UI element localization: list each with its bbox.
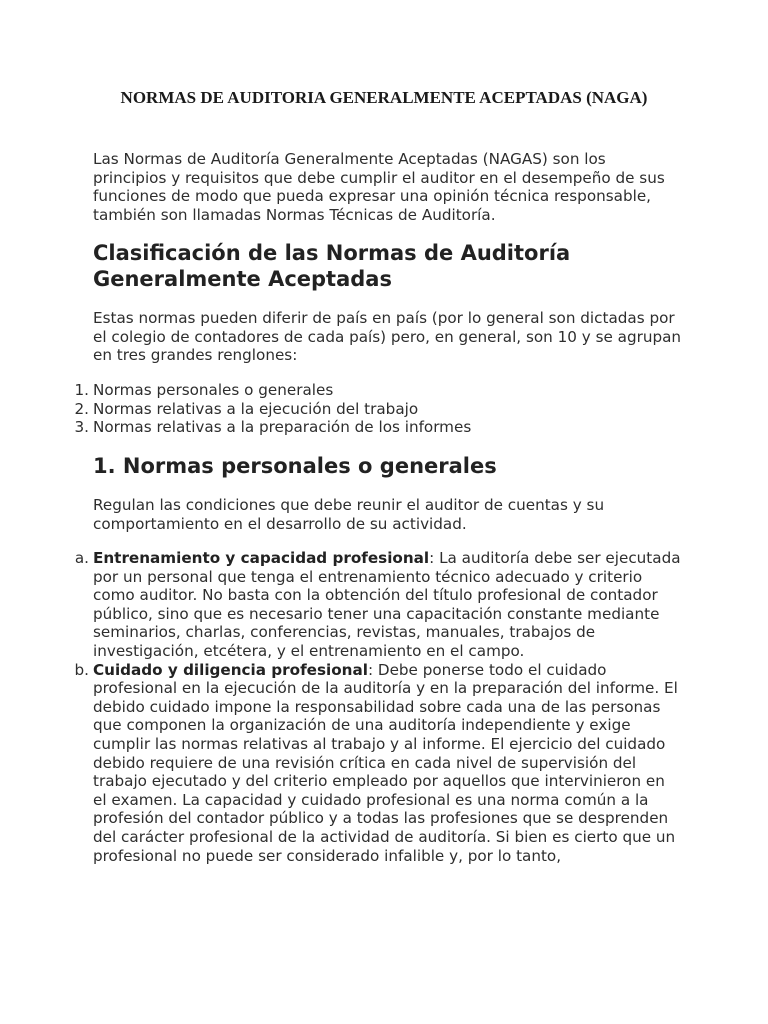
personal-norms-list	[74, 549, 683, 865]
list-item-term: Entrenamiento y capacidad profesional	[93, 549, 430, 567]
personal-norms-heading: 1. Normas personales o generales	[93, 454, 497, 478]
list-marker: 3.	[74, 418, 89, 437]
list-item	[74, 381, 683, 400]
document-title: NORMAS DE AUDITORIA GENERALMENTE ACEPTADAS (NAGA)	[120, 88, 648, 107]
classification-list	[74, 381, 683, 437]
list-item-text: Normas personales o generales	[93, 381, 334, 399]
list-item	[74, 660, 683, 866]
list-item	[74, 399, 683, 419]
list-item	[74, 418, 683, 437]
list-item-text: : La auditoría debe ser ejecutada por un personal que tenga el entrenamiento técnico adecuado y criterio como auditor. No basta con la obtención del título profesional de contador público, sino que es necesario tener una capacitación constante mediante seminarios, charlas, conferencias, revistas, manuales, trabajos de investigación, etcétera, y el entrenamiento en el campo.	[93, 549, 681, 660]
classification-paragraph: Estas normas pueden diferir de país en país (por lo general son dictadas por el colegio de contadores de cada país) pero, en general, son 10 y se agrupan en tres grandes renglones:	[93, 309, 682, 365]
classification-heading: Clasificación de las Normas de Auditoría Generalmente Aceptadas	[93, 241, 571, 291]
list-item-text: : Debe ponerse todo el cuidado profesional en la ejecución de la auditoría y en la preparación del informe. El debido cuidado impone la responsabilidad sobre cada una de las personas que componen la organización de una auditoría independiente y exige cumplir las normas relativas al trabajo y al informe. El ejercicio del cuidado debido requiere de una revisión crítica en cada nivel de supervisión del trabajo ejecutado y del criterio empleado por aquellos que intervinieron en el examen. La capacidad y cuidado profesional es una norma común a la profesión del contador público y a todas las profesiones que se desprenden del carácter profesional de la actividad de auditoría. Si bien es cierto que un profesional no puede ser considerado infalible y, por lo tanto,	[93, 660, 678, 865]
intro-paragraph: Las Normas de Auditoría Generalmente Aceptadas (NAGAS) son los principios y requisitos que debe cumplir el auditor en el desempeño de sus funciones de modo que pueda expresar una opinión técnica responsable, también son llamadas Normas Técnicas de Auditoría.	[93, 150, 665, 224]
list-item-term: Cuidado y diligencia profesional	[93, 660, 368, 679]
list-item-text: Normas relativas a la ejecución del trabajo	[93, 399, 419, 418]
list-item-text: Normas relativas a la preparación de los informes	[93, 418, 472, 437]
list-item	[74, 549, 683, 661]
list-marker: 1.	[74, 381, 89, 399]
list-marker: 2.	[74, 399, 89, 418]
list-marker: b.	[74, 660, 89, 679]
list-marker: a.	[74, 549, 89, 567]
personal-norms-paragraph: Regulan las condiciones que debe reunir el auditor de cuentas y su comportamiento en el desarrollo de su actividad.	[93, 496, 605, 533]
